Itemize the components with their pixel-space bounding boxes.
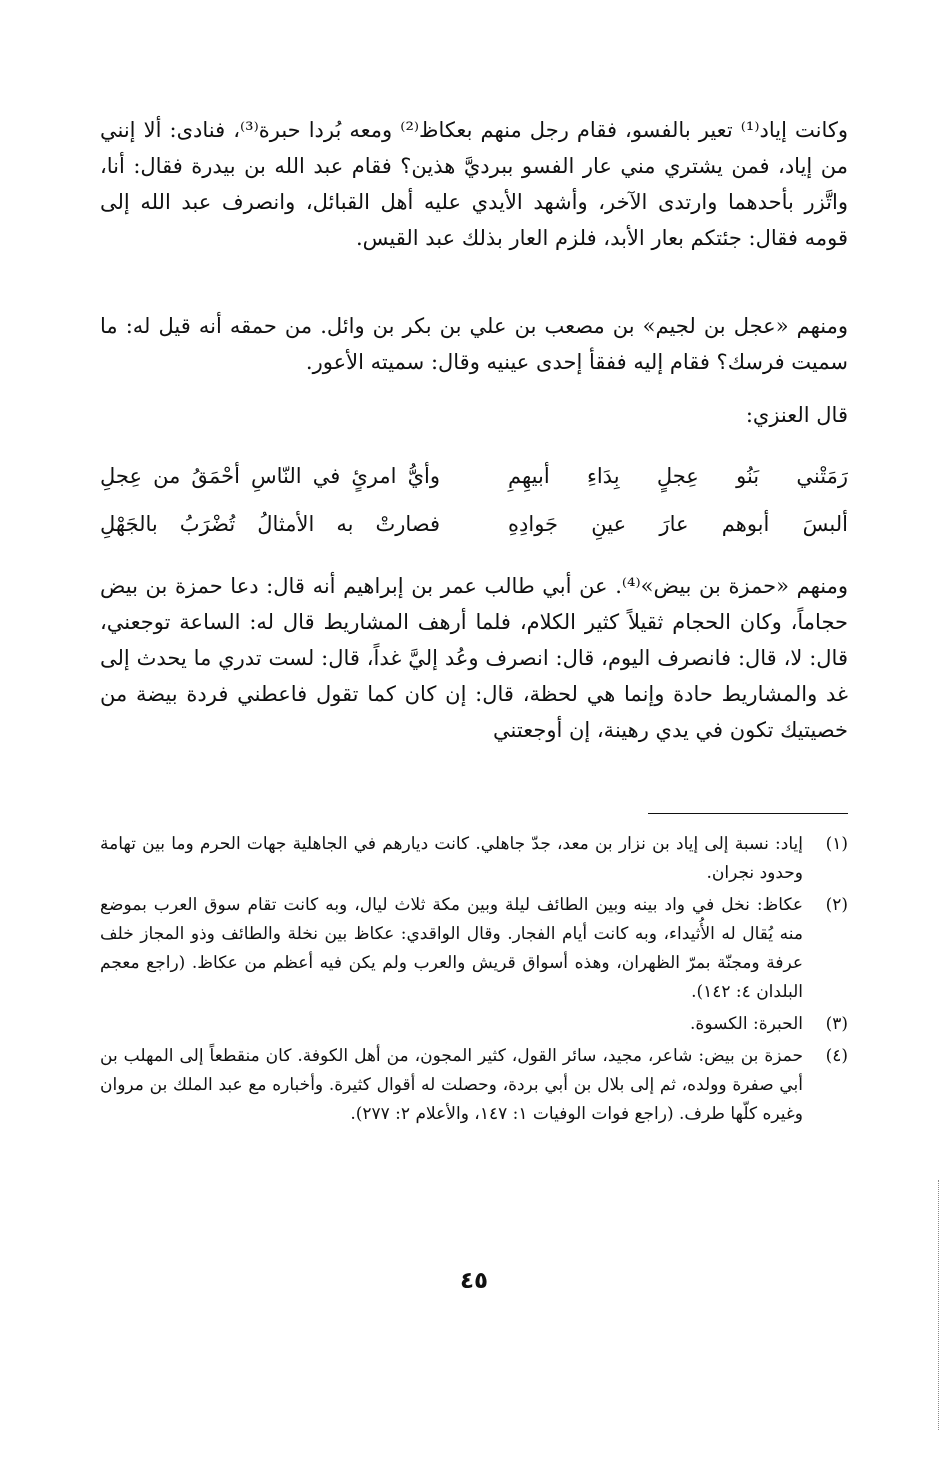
footnote-text: حمزة بن بيض: شاعر، مجيد، سائر القول، كثير المجون، من أهل الكوفة. كان منقطعاً إلى المهلب بن أبي صفرة وولده، ثم إلى بلال بن أبي بردة، وحصلت له أقوال كثيرة. وأخباره مع عبد الملك بن مروان وغيره كلّها طرف. (راجع فوات الوفيات ١: ١٤٧، والأعلام ٢: ٢٧٧). (100, 1046, 803, 1124)
footnote-text: إياد: نسبة إلى إياد بن نزار بن معد، جدّ جاهلي. كانت ديارهم في الجاهلية جهات الحرم وما بين تهامة وحدود نجران. (100, 834, 803, 883)
paragraph-ijl: ومنهم «عجل بن لجيم» بن مصعب بن علي بن بكر بن وائل. من حمقه أنه قيل له: ما سميت فرسك؟ فقام إليه ففقأ إحدى عينيه وقال: سميته الأعور. (100, 314, 848, 374)
poem-verses (100, 452, 848, 548)
footnote-text: الحبرة: الكسوة. (690, 1014, 803, 1034)
footnotes (100, 830, 848, 1132)
verse-intro: قال العنزي: (745, 403, 848, 427)
paragraph-iyad: وكانت إياد⁽¹⁾ تعير بالفسو، فقام رجل منهم بعكاظ⁽²⁾ ومعه بُردا حبرة⁽³⁾، فنادى: ألا إنني من إياد، فمن يشتري مني عار الفسو ببرديَّ هذين؟ فقام عبد الله بن بيدرة فقال: أنا، واتَّزر بأحدهما وارتدى الآخر، وأشهد الأيدي عليه أهل القبائل، وانصرف عبد الله إلى قومه فقال: جئتكم بعار الأبد، فلزم العار بذلك عبد القيس. (100, 118, 848, 250)
footnote (100, 1042, 848, 1129)
footnote (100, 830, 848, 888)
footnote (100, 1010, 848, 1039)
footnote-text: عكاظ: نخل في واد بينه وبين الطائف ليلة وبين مكة ثلاث ليال، وبه كانت تقام سوق العرب بموضع منه يُقال له الأُثيداء، وبه كانت أيام الفجار. وقال الواقدي: عكاظ بين نخلة والطائف وذو المجاز خلف عرفة ومجنّة بمرّ الظهران، وهذه أسواق قريش والعرب ولم يكن فيه أعظم من عكاظ. (راجع معجم البلدان ٤: ١٤٢). (100, 895, 803, 1002)
scan-edge-mark (938, 1180, 940, 1430)
footnote-divider (648, 813, 848, 814)
verse-first-hemistich: ألبسَ أبوهم عارَ عينِ جَوادِهِ (508, 512, 848, 536)
footnote-number: (٢) (825, 895, 848, 915)
verse-second-hemistich: فصارتْ به الأمثالُ تُضْرَبُ بالجَهْلِ (100, 512, 440, 536)
footnote-number: (٤) (825, 1046, 848, 1066)
verse-line (100, 452, 848, 500)
verse-line (100, 500, 848, 548)
paragraph-hamza: ومنهم «حمزة بن بيض»⁽⁴⁾. عن أبي طالب عمر بن إبراهيم أنه قال: دعا حمزة بن بيض حجاماً، وكان الحجام ثقيلاً كثير الكلام، فلما أرهف المشاريط قال له: الساعة توجعني، قال: لا، قال: فانصرف اليوم، قال: انصرف وعُد إليَّ غداً، قال: لست تدري ما يحدث إلى غد والمشاريط حادة وإنما هي لحظة، قال: إن كان كما تقول فاعطني فردة بيضة من خصيتيك تكون في يدي رهينة، إن أوجعتني (100, 574, 848, 742)
footnote-number: (١) (825, 834, 848, 854)
page-number: ٤٥ (459, 1268, 489, 1294)
verse-second-hemistich: وأيُّ امرئٍ في النّاسِ أحْمَقُ من عِجلِ (100, 464, 440, 488)
footnote-number: (٣) (825, 1014, 848, 1034)
footnote (100, 891, 848, 1007)
verse-first-hemistich: رَمَتْني بَنُو عِجلٍ بِدَاءِ أبيهِمِ (508, 464, 848, 488)
